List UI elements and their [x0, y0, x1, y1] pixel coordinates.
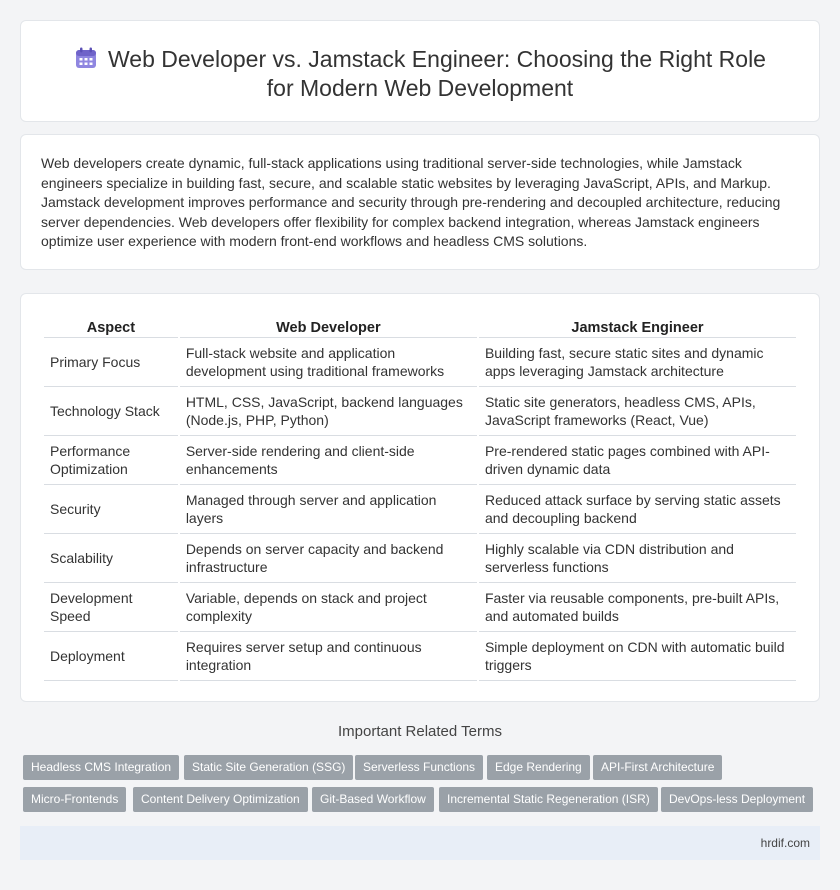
- row-web-developer: HTML, CSS, JavaScript, backend languages (Node.js, PHP, Python): [180, 387, 477, 436]
- intro-card: [20, 134, 820, 270]
- row-jamstack-engineer: Reduced attack surface by serving static assets and decoupling backend: [479, 485, 796, 534]
- row-web-developer: Depends on server capacity and backend infrastructure: [180, 534, 477, 583]
- table-row: [44, 436, 796, 485]
- tag-micro-frontends[interactable]: Micro-Frontends: [23, 787, 126, 812]
- footer-site-link[interactable]: hrdif.com: [760, 836, 810, 850]
- tag-static-site-generation[interactable]: Static Site Generation (SSG): [184, 755, 353, 780]
- table-header-row: [44, 316, 796, 338]
- table-row: [44, 632, 796, 681]
- tag-devops-less-deployment[interactable]: DevOps-less Deployment: [661, 787, 813, 812]
- tag-edge-rendering[interactable]: Edge Rendering: [487, 755, 590, 780]
- footer: [20, 826, 820, 860]
- row-web-developer: Managed through server and application layers: [180, 485, 477, 534]
- comparison-table: [42, 316, 798, 681]
- related-terms-title: Important Related Terms: [338, 723, 502, 740]
- title-line-1: Web Developer vs. Jamstack Engineer: Choosing the Right Role: [108, 46, 766, 72]
- row-jamstack-engineer: Pre-rendered static pages combined with API-driven dynamic data: [479, 436, 796, 485]
- tag-git-based-workflow[interactable]: Git-Based Workflow: [312, 787, 434, 812]
- tag-headless-cms-integration[interactable]: Headless CMS Integration: [23, 755, 179, 780]
- row-jamstack-engineer: Highly scalable via CDN distribution and serverless functions: [479, 534, 796, 583]
- tag-serverless-functions[interactable]: Serverless Functions: [355, 755, 483, 780]
- table-row: [44, 583, 796, 632]
- row-aspect: Primary Focus: [44, 338, 178, 387]
- comparison-card: [20, 293, 820, 702]
- intro-paragraph: Web developers create dynamic, full-stack applications using traditional server-side technologies, while Jamstack engineers specialize in building fast, secure, and scalable static websites by leveraging JavaScript, APIs, and Markup. Jamstack development improves performance and security through pre-rendering and decoupled architecture, reducing server dependencies. Web developers offer flexibility for complex backend integration, whereas Jamstack engineers optimize user experience with modern front-end workflows and headless CMS solutions.: [41, 155, 781, 249]
- table-row: [44, 338, 796, 387]
- row-jamstack-engineer: Simple deployment on CDN with automatic build triggers: [479, 632, 796, 681]
- tag-api-first-architecture[interactable]: API-First Architecture: [593, 755, 722, 780]
- row-aspect: Scalability: [44, 534, 178, 583]
- row-web-developer: Full-stack website and application development using traditional frameworks: [180, 338, 477, 387]
- page-title: [21, 45, 819, 103]
- row-aspect: Deployment: [44, 632, 178, 681]
- table-row: [44, 485, 796, 534]
- table-row: [44, 534, 796, 583]
- row-web-developer: Variable, depends on stack and project complexity: [180, 583, 477, 632]
- calendar-icon: [74, 46, 98, 70]
- row-aspect: Security: [44, 485, 178, 534]
- header-web-developer: Web Developer: [180, 316, 477, 338]
- tag-incremental-static-regeneration[interactable]: Incremental Static Regeneration (ISR): [439, 787, 658, 812]
- row-jamstack-engineer: Static site generators, headless CMS, APIs, JavaScript frameworks (React, Vue): [479, 387, 796, 436]
- row-web-developer: Server-side rendering and client-side enhancements: [180, 436, 477, 485]
- row-aspect: Technology Stack: [44, 387, 178, 436]
- header-jamstack-engineer: Jamstack Engineer: [479, 316, 796, 338]
- row-web-developer: Requires server setup and continuous integration: [180, 632, 477, 681]
- tag-content-delivery-optimization[interactable]: Content Delivery Optimization: [133, 787, 308, 812]
- table-row: [44, 387, 796, 436]
- header-aspect: Aspect: [44, 316, 178, 338]
- row-aspect: Development Speed: [44, 583, 178, 632]
- row-jamstack-engineer: Building fast, secure static sites and dynamic apps leveraging Jamstack architecture: [479, 338, 796, 387]
- title-line-2: for Modern Web Development: [266, 75, 574, 101]
- row-jamstack-engineer: Faster via reusable components, pre-built APIs, and automated builds: [479, 583, 796, 632]
- row-aspect: Performance Optimization: [44, 436, 178, 485]
- title-card: [20, 20, 820, 122]
